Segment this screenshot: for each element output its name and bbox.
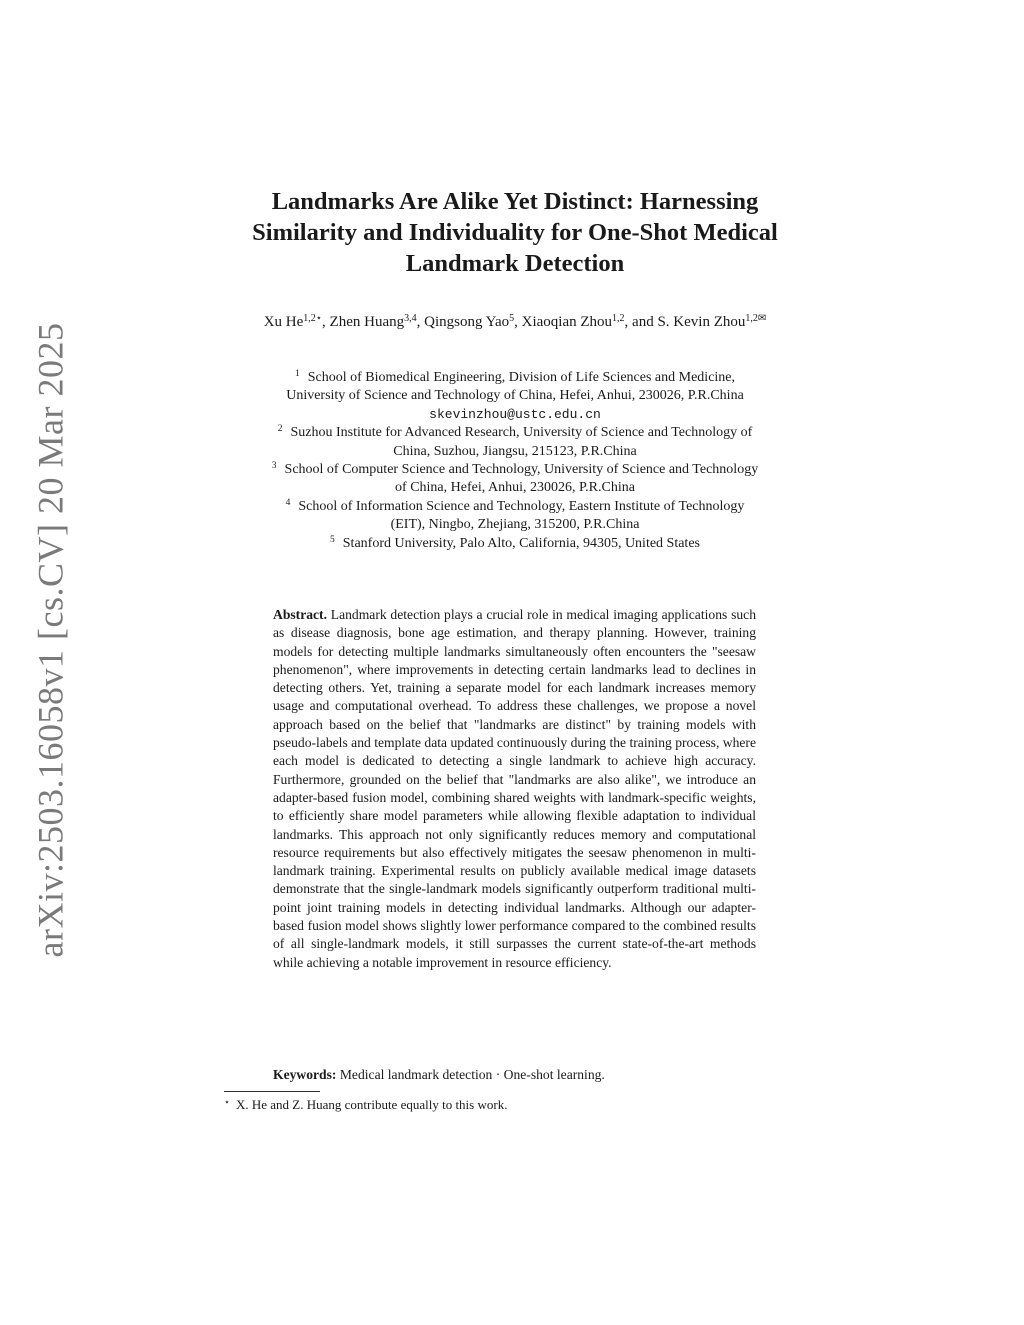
abstract [273, 606, 756, 972]
author [657, 314, 766, 330]
affiliation-number: 3 [271, 461, 277, 472]
affiliation-line [200, 535, 830, 553]
author-name: Xiaoqian Zhou [521, 314, 613, 330]
footnote-divider [224, 1091, 320, 1092]
author [330, 314, 417, 330]
affiliation-line: University of Science and Technology of China, Hefei, Anhui, 230026, P.R.China [286, 388, 744, 404]
affiliation [200, 535, 830, 553]
arxiv-identifier-stamp [10, 290, 90, 990]
affiliation-list [200, 369, 830, 553]
affiliation-line [200, 461, 830, 479]
arxiv-identifier-text: arXiv:2503.16058v1 [cs.CV] 20 Mar 2025 [30, 322, 71, 958]
affiliation [200, 369, 830, 424]
affiliation [200, 424, 830, 461]
affiliation-line: China, Suzhou, Jiangsu, 215123, P.R.China [393, 443, 637, 459]
title-line: Similarity and Individuality for One-Shot Medical [252, 219, 778, 246]
author-name: Zhen Huang [329, 314, 405, 330]
keywords-text: Medical landmark detection · One-shot learning. [339, 1067, 605, 1082]
keywords [273, 1066, 756, 1084]
affiliation-text: School of Computer Science and Technology, University of Science and Technology [284, 462, 759, 478]
affiliation-line [200, 424, 830, 442]
footnote [224, 1096, 507, 1113]
keywords-label: Keywords: [273, 1067, 337, 1082]
affiliation-text: School of Information Science and Technology, Eastern Institute of Technology [298, 498, 745, 514]
author-separator: , and [624, 314, 658, 330]
author-name: S. Kevin Zhou [657, 314, 746, 330]
affiliation-number: 5 [330, 534, 335, 545]
author-affiliation-marks: 5 [509, 313, 515, 324]
footnote-mark: ⋆ [224, 1098, 230, 1108]
title-line: Landmark Detection [405, 250, 625, 277]
affiliation-number: 2 [277, 424, 283, 435]
affiliation-line: (EIT), Ningbo, Zhejiang, 315200, P.R.China [390, 517, 640, 533]
abstract-text: Landmark detection plays a crucial role in medical imaging applications such as disease diagnosis, bone age estimation, and therapy planning. However, training models for detecting multiple landmarks simultaneously often encounters the "seesaw phenomenon", where improvements in detecting certain landmarks lead to declines in detecting others. Yet, training a separate model for each landmark increases memory usage and computational overhead. To address these challenges, we propose a novel approach based on the belief that "landmarks are distinct" by training models with pseudo-labels and template data updated continuously during the training process, where each model is dedicated to detecting a single landmark to achieve high accuracy. Furthermore, grounded on the belief that "landmarks are also alike", we introduce an adapter-based fusion model, combining shared weights with landmark-specific weights, to efficiently share model parameters while allowing flexible adaptation to individual landmarks. This approach not only significantly reduces memory and computational resource requirements but also effectively mitigates the seesaw phenomenon in multi-landmark training. Experimental results on publicly available medical image datasets demonstrate that the single-landmark models significantly outperform traditional multi-point joint training models in detecting individual landmarks. Although our adapter-based fusion model shows slightly lower performance compared to the combined results of all single-landmark models, it still surpasses the current state-of-the-art methods while achieving a notable improvement in resource efficiency. [273, 607, 756, 970]
affiliation-number: 4 [285, 497, 291, 508]
affiliation-line [200, 498, 830, 516]
affiliation-line [200, 369, 830, 387]
affiliation-text: School of Biomedical Engineering, Division of Life Sciences and Medicine, [307, 370, 736, 385]
affiliation-line: of China, Hefei, Anhui, 230026, P.R.China [395, 480, 635, 496]
affiliation-text: Stanford University, Palo Alto, California, 94305, United States [342, 535, 700, 551]
footnote-text: X. He and Z. Huang contribute equally to this work. [235, 1097, 508, 1112]
title-line: Landmarks Are Alike Yet Distinct: Harnessing [271, 188, 759, 215]
author-separator: , [514, 314, 522, 330]
author-name: Xu He [263, 314, 304, 330]
author-separator: , [416, 314, 425, 330]
author-affiliation-marks: 1,2⋆ [303, 313, 323, 324]
author [522, 314, 625, 330]
affiliation-text: Suzhou Institute for Advanced Research, University of Science and Technology of [290, 425, 753, 441]
affiliation [200, 461, 830, 498]
author [264, 314, 322, 330]
author-list [220, 313, 810, 332]
author-email: skevinzhou@ustc.edu.cn [429, 406, 601, 422]
author [424, 314, 514, 330]
author-affiliation-marks: 1,2✉ [745, 313, 767, 324]
author-separator: , [322, 314, 330, 330]
paper-title [210, 186, 820, 279]
affiliation [200, 498, 830, 535]
author-affiliation-marks: 1,2 [612, 313, 625, 324]
abstract-label: Abstract. [273, 607, 327, 622]
affiliation-number: 1 [294, 369, 300, 379]
author-affiliation-marks: 3,4 [404, 313, 417, 324]
author-name: Qingsong Yao [424, 314, 510, 330]
